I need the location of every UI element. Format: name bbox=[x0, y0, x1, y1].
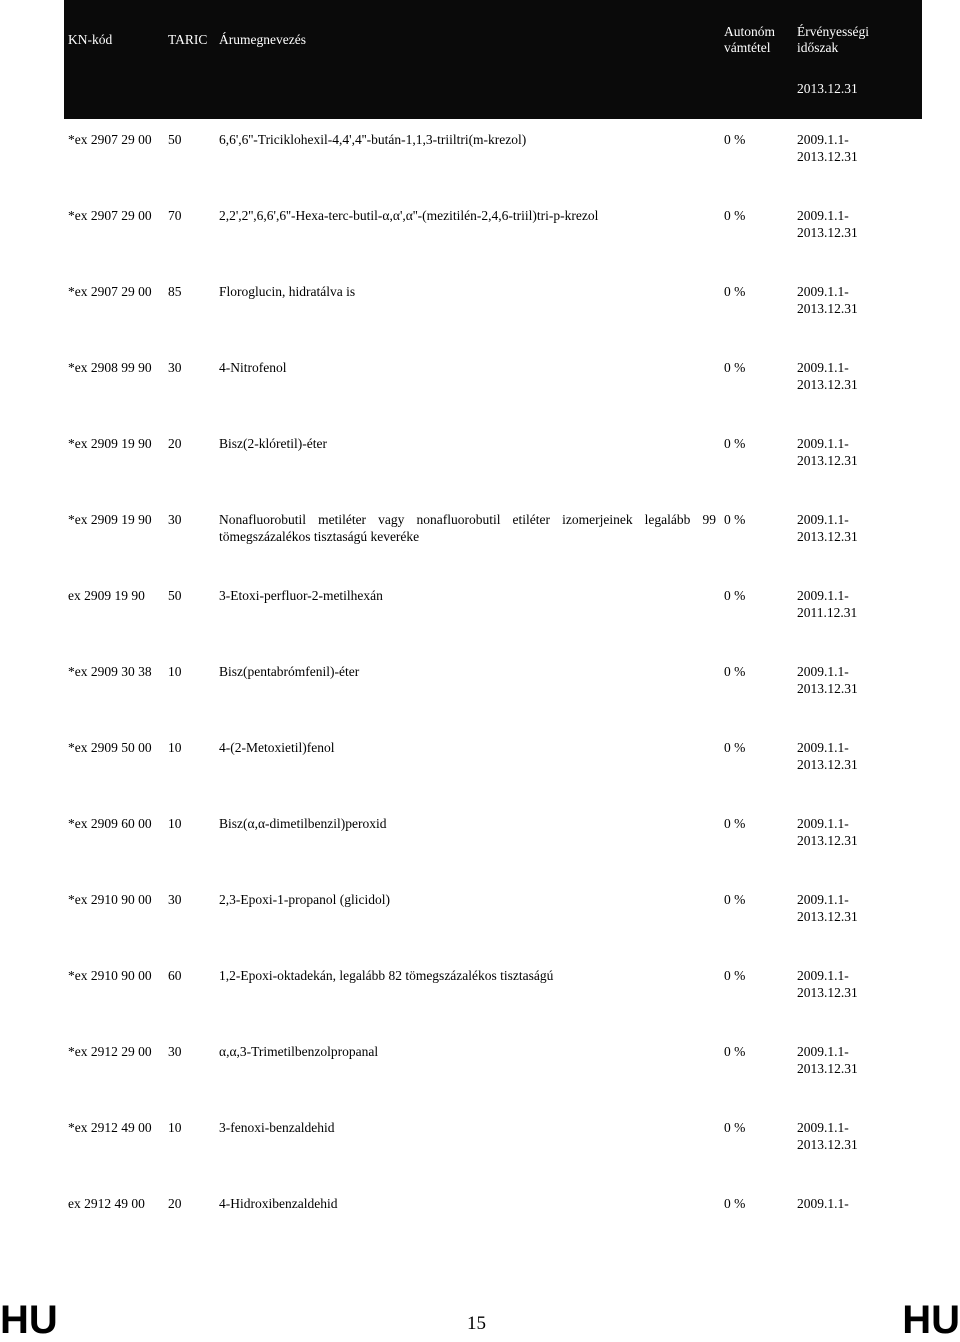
period-line: 2009.1.1- bbox=[797, 132, 849, 147]
description-cell: 2,2',2'',6,6',6''-Hexa-terc-butil-α,α',α''-(mezitilén-2,4,6-triil)tri-p-krezol bbox=[215, 195, 720, 271]
footer-language-right: HU bbox=[902, 1298, 960, 1342]
duty-cell: 0 % bbox=[720, 1183, 793, 1259]
header-period bbox=[793, 0, 922, 80]
footer-language-left: HU bbox=[0, 1298, 58, 1342]
duty-cell: 0 % bbox=[720, 119, 793, 195]
kn-code-cell: *ex 2909 50 00 bbox=[64, 727, 164, 803]
tariff-table bbox=[64, 0, 922, 1259]
period-line: 2013.12.31 bbox=[797, 984, 858, 1000]
period-line: 2009.1.1- bbox=[797, 436, 849, 451]
header-duty bbox=[720, 0, 793, 80]
period-line: 2013.12.31 bbox=[797, 680, 858, 696]
description-cell: 3-Etoxi-perfluor-2-metilhexán bbox=[215, 575, 720, 651]
table-row bbox=[64, 1031, 922, 1107]
period-cell bbox=[793, 1031, 922, 1107]
continued-period-cell: 2013.12.31 bbox=[793, 80, 922, 119]
table-row bbox=[64, 1107, 922, 1183]
table-row bbox=[64, 955, 922, 1031]
period-line: 2009.1.1- bbox=[797, 1044, 849, 1059]
period-line: 2009.1.1- bbox=[797, 1196, 849, 1211]
description-cell: 3-fenoxi-benzaldehid bbox=[215, 1107, 720, 1183]
description-cell: Floroglucin, hidratálva is bbox=[215, 271, 720, 347]
description-cell: Bisz(2-klóretil)-éter bbox=[215, 423, 720, 499]
table-row bbox=[64, 1183, 922, 1259]
taric-cell: 10 bbox=[164, 1107, 215, 1183]
description-cell: 6,6',6''-Triciklohexil-4,4',4''-bután-1,1,3-triiltri(m-krezol) bbox=[215, 119, 720, 195]
kn-code-cell: *ex 2908 99 90 bbox=[64, 347, 164, 423]
period-line: 2009.1.1- bbox=[797, 816, 849, 831]
table-row bbox=[64, 271, 922, 347]
description-cell: 2,3-Epoxi-1-propanol (glicidol) bbox=[215, 879, 720, 955]
period-cell bbox=[793, 119, 922, 195]
duty-cell: 0 % bbox=[720, 195, 793, 271]
period-line: 2013.12.31 bbox=[797, 832, 858, 848]
period-cell bbox=[793, 575, 922, 651]
taric-cell: 20 bbox=[164, 1183, 215, 1259]
period-cell bbox=[793, 195, 922, 271]
kn-code-cell: *ex 2912 49 00 bbox=[64, 1107, 164, 1183]
period-line: 2009.1.1- bbox=[797, 892, 849, 907]
period-cell bbox=[793, 347, 922, 423]
header-kn-code: KN-kód bbox=[64, 0, 164, 80]
duty-cell: 0 % bbox=[720, 955, 793, 1031]
period-line: 2009.1.1- bbox=[797, 588, 849, 603]
table-row bbox=[64, 575, 922, 651]
period-line: 2011.12.31 bbox=[797, 604, 858, 620]
description-cell: Bisz(pentabrómfenil)-éter bbox=[215, 651, 720, 727]
period-cell bbox=[793, 499, 922, 575]
kn-code-cell: *ex 2907 29 00 bbox=[64, 119, 164, 195]
period-line: 2013.12.31 bbox=[797, 1136, 858, 1152]
duty-cell: 0 % bbox=[720, 347, 793, 423]
kn-code-cell: *ex 2907 29 00 bbox=[64, 195, 164, 271]
table-row bbox=[64, 423, 922, 499]
period-line: 2009.1.1- bbox=[797, 284, 849, 299]
table-row bbox=[64, 195, 922, 271]
kn-code-cell: *ex 2909 30 38 bbox=[64, 651, 164, 727]
duty-cell: 0 % bbox=[720, 423, 793, 499]
period-cell bbox=[793, 803, 922, 879]
kn-code-cell: ex 2912 49 00 bbox=[64, 1183, 164, 1259]
description-cell: 4-(2-Metoxietil)fenol bbox=[215, 727, 720, 803]
description-cell: 4-Hidroxibenzaldehid bbox=[215, 1183, 720, 1259]
period-cell bbox=[793, 1107, 922, 1183]
taric-cell: 50 bbox=[164, 119, 215, 195]
period-line: 2013.12.31 bbox=[797, 148, 858, 164]
taric-cell: 10 bbox=[164, 651, 215, 727]
period-cell bbox=[793, 879, 922, 955]
table-row bbox=[64, 727, 922, 803]
description-cell: 4-Nitrofenol bbox=[215, 347, 720, 423]
period-line: 2009.1.1- bbox=[797, 208, 849, 223]
period-line: 2013.12.31 bbox=[797, 1060, 858, 1076]
header-duty-line2: vámtétel bbox=[724, 40, 771, 55]
table-row bbox=[64, 499, 922, 575]
kn-code-cell: *ex 2912 29 00 bbox=[64, 1031, 164, 1107]
kn-code-cell: *ex 2907 29 00 bbox=[64, 271, 164, 347]
duty-cell: 0 % bbox=[720, 1031, 793, 1107]
period-line: 2009.1.1- bbox=[797, 512, 849, 527]
period-line: 2013.12.31 bbox=[797, 224, 858, 240]
period-line: 2013.12.31 bbox=[797, 300, 858, 316]
period-cell bbox=[793, 727, 922, 803]
header-period-line2: időszak bbox=[797, 40, 839, 55]
table-row bbox=[64, 347, 922, 423]
continued-period-row bbox=[64, 80, 922, 119]
duty-cell: 0 % bbox=[720, 271, 793, 347]
table-row bbox=[64, 651, 922, 727]
kn-code-cell: *ex 2910 90 00 bbox=[64, 955, 164, 1031]
header-taric: TARIC bbox=[164, 0, 215, 80]
duty-cell: 0 % bbox=[720, 1107, 793, 1183]
header-duty-line1: Autonóm bbox=[724, 23, 776, 39]
period-line: 2009.1.1- bbox=[797, 968, 849, 983]
taric-cell: 30 bbox=[164, 1031, 215, 1107]
description-cell: α,α,3-Trimetilbenzolpropanal bbox=[215, 1031, 720, 1107]
duty-cell: 0 % bbox=[720, 499, 793, 575]
table-row bbox=[64, 879, 922, 955]
period-line: 2009.1.1- bbox=[797, 664, 849, 679]
taric-cell: 70 bbox=[164, 195, 215, 271]
taric-cell: 20 bbox=[164, 423, 215, 499]
page-number: 15 bbox=[467, 1313, 486, 1334]
table-header-row bbox=[64, 0, 922, 80]
period-line: 2013.12.31 bbox=[797, 756, 858, 772]
duty-cell: 0 % bbox=[720, 879, 793, 955]
period-line: 2009.1.1- bbox=[797, 740, 849, 755]
table-row bbox=[64, 119, 922, 195]
period-line: 2013.12.31 bbox=[797, 908, 858, 924]
period-cell bbox=[793, 651, 922, 727]
taric-cell: 10 bbox=[164, 727, 215, 803]
duty-cell: 0 % bbox=[720, 575, 793, 651]
period-line: 2009.1.1- bbox=[797, 1120, 849, 1135]
table-row bbox=[64, 803, 922, 879]
period-cell bbox=[793, 955, 922, 1031]
period-cell bbox=[793, 423, 922, 499]
period-line: 2013.12.31 bbox=[797, 452, 858, 468]
taric-cell: 10 bbox=[164, 803, 215, 879]
kn-code-cell: *ex 2910 90 00 bbox=[64, 879, 164, 955]
description-cell: 1,2-Epoxi-oktadekán, legalább 82 tömegszázalékos tisztaságú bbox=[215, 955, 720, 1031]
taric-cell: 50 bbox=[164, 575, 215, 651]
duty-cell: 0 % bbox=[720, 651, 793, 727]
taric-cell: 30 bbox=[164, 347, 215, 423]
duty-cell: 0 % bbox=[720, 803, 793, 879]
period-cell bbox=[793, 1183, 922, 1259]
header-description: Árumegnevezés bbox=[215, 0, 720, 80]
period-line: 2013.12.31 bbox=[797, 376, 858, 392]
description-cell: Bisz(α,α-dimetilbenzil)peroxid bbox=[215, 803, 720, 879]
description-cell: Nonafluorobutil metiléter vagy nonafluorobutil etiléter izomerjeinek legalább 99 tömegszázalékos tisztaságú keveréke bbox=[215, 499, 720, 575]
period-line: 2009.1.1- bbox=[797, 360, 849, 375]
kn-code-cell: ex 2909 19 90 bbox=[64, 575, 164, 651]
taric-cell: 60 bbox=[164, 955, 215, 1031]
duty-cell: 0 % bbox=[720, 727, 793, 803]
period-line: 2013.12.31 bbox=[797, 528, 858, 544]
taric-cell: 30 bbox=[164, 499, 215, 575]
taric-cell: 85 bbox=[164, 271, 215, 347]
kn-code-cell: *ex 2909 19 90 bbox=[64, 423, 164, 499]
period-cell bbox=[793, 271, 922, 347]
header-period-line1: Érvényességi bbox=[797, 23, 869, 39]
kn-code-cell: *ex 2909 60 00 bbox=[64, 803, 164, 879]
taric-cell: 30 bbox=[164, 879, 215, 955]
kn-code-cell: *ex 2909 19 90 bbox=[64, 499, 164, 575]
